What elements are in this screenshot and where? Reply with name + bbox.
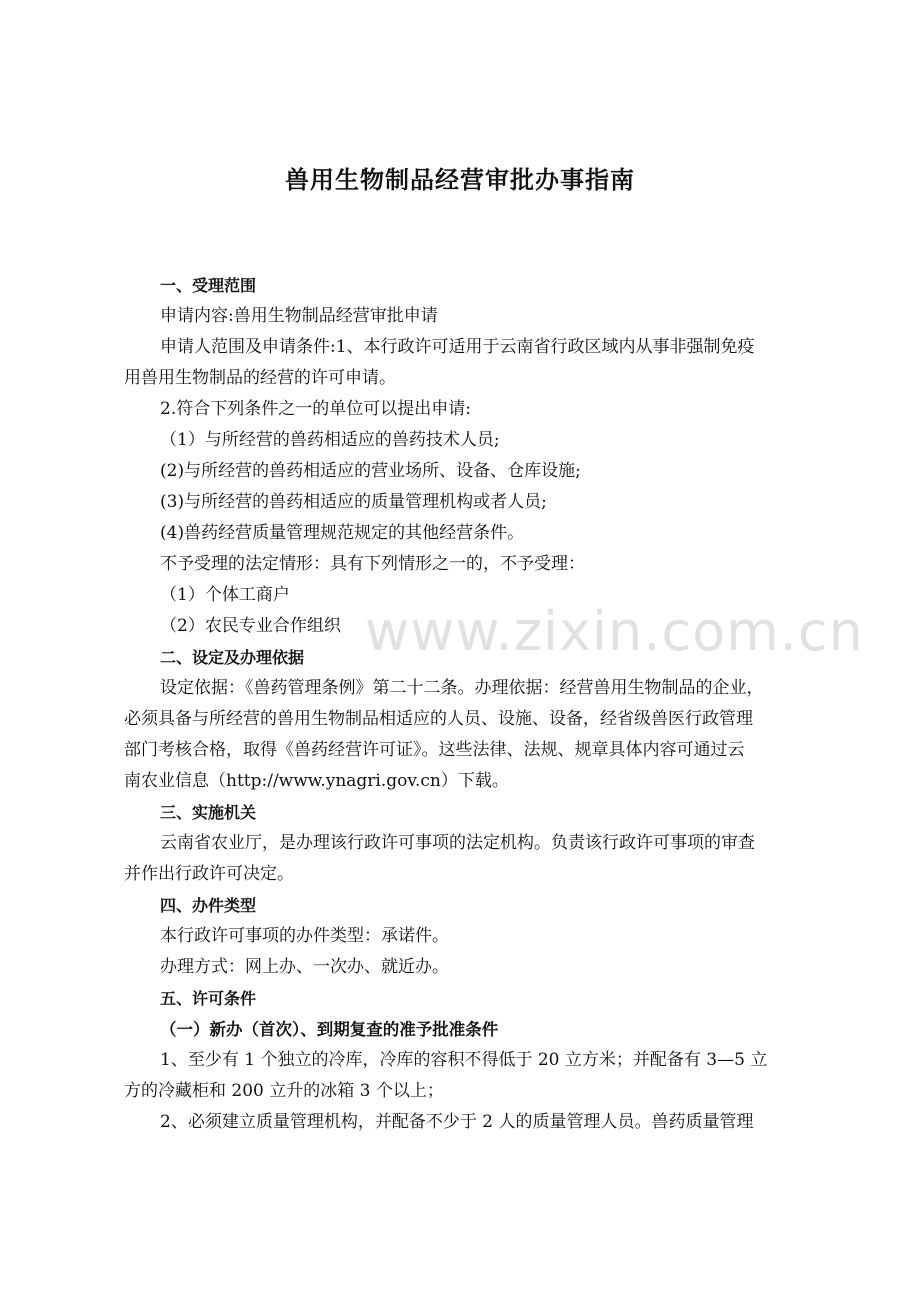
subsection-heading: （一）新办（首次）、到期复查的准予批准条件 xyxy=(160,1020,499,1039)
paragraph: 2、必须建立质量管理机构，并配备不少于 2 人的质量管理人员。兽药质量管理 xyxy=(160,1112,754,1132)
document-body xyxy=(124,270,810,1138)
list-item: （1）个体工商户 xyxy=(160,585,290,605)
section-heading-conditions: 五、许可条件 xyxy=(160,989,257,1008)
paragraph: 云南省农业厅，是办理该行政许可事项的法定机构。负责该行政许可事项的审查 xyxy=(160,833,755,853)
section-heading-scope: 一、受理范围 xyxy=(160,276,257,295)
list-item: (3)与所经营的兽药相适应的质量管理机构或者人员; xyxy=(160,492,547,512)
list-item: （1）与所经营的兽药相适应的兽药技术人员; xyxy=(160,430,500,450)
section-heading-authority: 三、实施机关 xyxy=(160,803,257,822)
watermark: www.zixin.com.cn xyxy=(365,600,864,663)
paragraph: 设定依据：《兽药管理条例》第二十二条。办理依据：经营兽用生物制品的企业， xyxy=(160,678,764,698)
paragraph: 2.符合下列条件之一的单位可以提出申请: xyxy=(160,399,471,419)
paragraph: 申请人范围及申请条件:1、本行政许可适用于云南省行政区域内从事非强制免疫 xyxy=(160,337,755,357)
paragraph: 本行政许可事项的办件类型：承诺件。 xyxy=(160,926,449,946)
paragraph: 部门考核合格，取得《兽药经营许可证》。这些法律、法规、规章具体内容可通过云 xyxy=(124,740,745,760)
paragraph: 1、至少有 1 个独立的冷库，冷库的容积不得低于 20 立方米；并配备有 3—5 立 xyxy=(160,1050,768,1070)
paragraph: 办理方式：网上办、一次办、就近办。 xyxy=(160,957,449,977)
paragraph: 必须具备与所经营的兽用生物制品相适应的人员、设施、设备，经省级兽医行政管理 xyxy=(124,709,753,729)
section-heading-basis: 二、设定及办理依据 xyxy=(160,648,305,667)
paragraph: 用兽用生物制品的经营的许可申请。 xyxy=(124,368,396,388)
paragraph: 方的冷藏柜和 200 立升的冰箱 3 个以上； xyxy=(124,1081,444,1101)
list-item: (2)与所经营的兽药相适应的营业场所、设备、仓库设施; xyxy=(160,461,581,481)
paragraph: 不予受理的法定情形：具有下列情形之一的，不予受理： xyxy=(160,554,585,574)
paragraph: 南农业信息（http://www.ynagri.gov.cn）下载。 xyxy=(124,771,509,791)
section-heading-type: 四、办件类型 xyxy=(160,896,257,915)
list-item: （2）农民专业合作组织 xyxy=(160,616,341,636)
document-title: 兽用生物制品经营审批办事指南 xyxy=(285,166,635,194)
paragraph: 并作出行政许可决定。 xyxy=(124,864,294,884)
list-item: (4)兽药经营质量管理规范规定的其他经营条件。 xyxy=(160,523,525,543)
paragraph: 申请内容:兽用生物制品经营审批申请 xyxy=(160,306,438,326)
